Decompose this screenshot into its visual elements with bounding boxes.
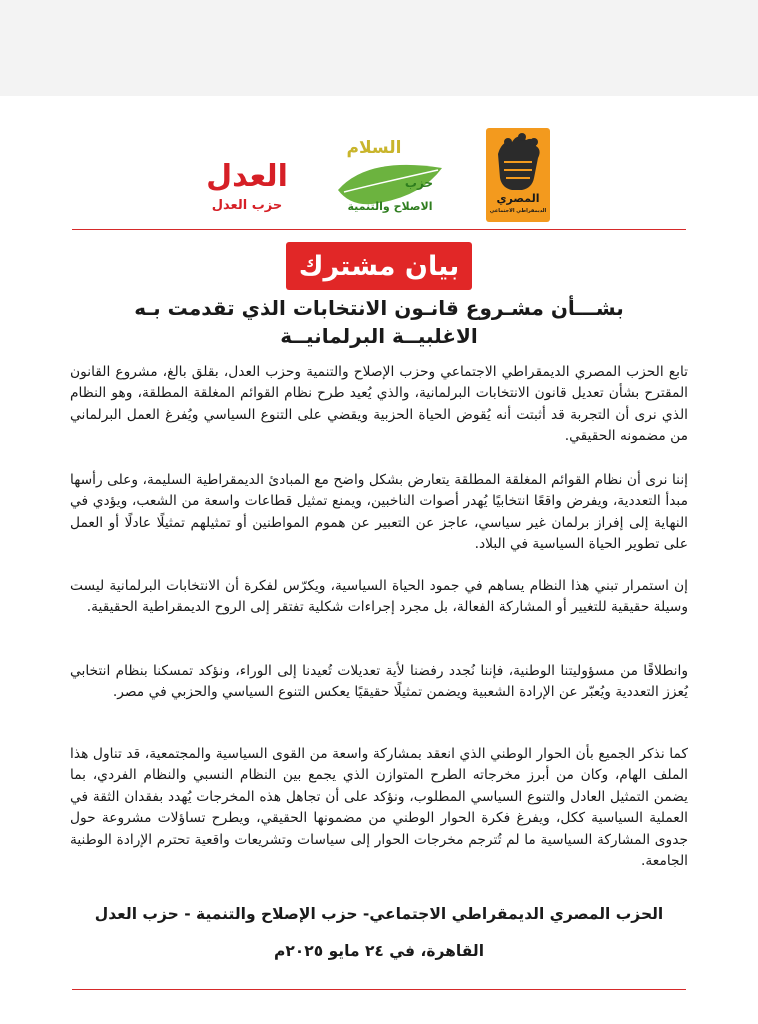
islah-party-logo — [334, 138, 446, 224]
signatories: الحزب المصري الديمقراطي الاجتماعي- حزب الإصلاح والتنمية - حزب العدل — [94, 905, 664, 923]
paragraph-5: كما نذكر الجميع بأن الحوار الوطني الذي انعقد بمشاركة واسعة من القوى السياسية والمجتمعية، قد تناول هذا الملف الهام، وكان من أبرز مخرجاته الطرح المتوازن الذي يجمع بين النظام النسبي والنظام الفردي، بما يضمن التمثيل العادل والتنوع السياسي المطلوب، ونؤكد على أن تجاهل هذه المخرجات يُهدد بفقدان الثقة في العملية السياسية ككل، ويفرغ فكرة الحوار الوطني من مضمونها الحقيقي، ويطرح تساؤلات مشروعة حول جدوى المشاركة السياسية ما لم تُترجم مخرجات الحوار إلى سياسات وتشريعات واقعية تحترم الإرادة الوطنية الجامعة. — [70, 746, 688, 870]
adl-party-logo — [196, 158, 298, 224]
islah-logo-name: الاصلاح والتنمية — [347, 200, 433, 213]
statement-subtitle-line1: بشـــأن مشـروع قانـون الانتخابات الذي تقدمت بـه — [134, 296, 624, 320]
statement-subtitle-line2: الاغلبيــة البرلمانيــة — [280, 324, 478, 348]
adl-logo-word: العدل — [206, 159, 288, 194]
paragraph-2: إننا نرى أن نظام القوائم المغلقة المطلقة يتعارض بشكل واضح مع المبادئ الديمقراطية السليمة، وعلى رأسها مبدأ التعددية، ويفرض واقعًا انتخابيًا يُهدر أصوات الناخبين، ويمنع تمثيل قطاعات واسعة من الشعب، ويؤدي في النهاية إلى إفراز برلمان غير سياسي، عاجز عن التعبير عن هموم المواطنين أو تمثيلهم تمثيلًا عادلًا أو العمل على تطوير الحياة السياسية في البلاد. — [70, 472, 688, 553]
masry-logo-subtext: الديمقراطي الاجتماعي — [489, 208, 547, 214]
paragraph-1: تابع الحزب المصري الديمقراطي الاجتماعي وحزب الإصلاح والتنمية وحزب العدل، بقلق بالغ، مشروع القانون المقترح بشأن تعديل قانون الانتخابات البرلمانية، والذي يُعيد طرح نظام القوائم المغلقة المطلقة، وهو النظام الذي نرى أن التجربة قد أثبتت أنه يُقوض الحياة الحزبية ويقضي على التنوع السياسي ويُفرغ العمل البرلماني من مضمونه الحقيقي. — [70, 364, 688, 445]
party-logos — [0, 122, 758, 226]
top-band — [0, 0, 758, 96]
place-date: القاهرة، في ٢٤ مايو ٢٠٢٥م — [273, 942, 485, 960]
bottom-divider — [72, 989, 686, 990]
islah-logo-hizb: حزب — [404, 176, 434, 190]
islah-logo-top-text: السلام — [346, 138, 402, 158]
paragraph-3: إن استمرار تبني هذا النظام يساهم في جمود الحياة السياسية، ويكرّس لفكرة أن الانتخابات البرلمانية ليست وسيلة حقيقية للتغيير أو المشاركة الفعالة، بل مجرد إجراءات شكلية تفتقر إلى الروح الديمقراطية الحقيقية. — [70, 578, 688, 616]
statement-title: بيان مشترك — [286, 242, 472, 290]
masry-party-logo — [486, 128, 550, 222]
top-divider — [72, 229, 686, 230]
adl-logo-caption: حزب العدل — [211, 198, 283, 213]
paragraph-4: وانطلاقًا من مسؤوليتنا الوطنية، فإننا نُجدد رفضنا لأية تعديلات تُعيدنا إلى الوراء، ونؤكد تمسكنا بنظام انتخابي يُعزز التعددية ويُعبّر عن الإرادة الشعبية ويضمن تمثيلًا حقيقيًا يعكس التنوع السياسي والحزبي في مصر. — [70, 663, 688, 701]
masry-logo-name: المصري — [496, 192, 540, 205]
